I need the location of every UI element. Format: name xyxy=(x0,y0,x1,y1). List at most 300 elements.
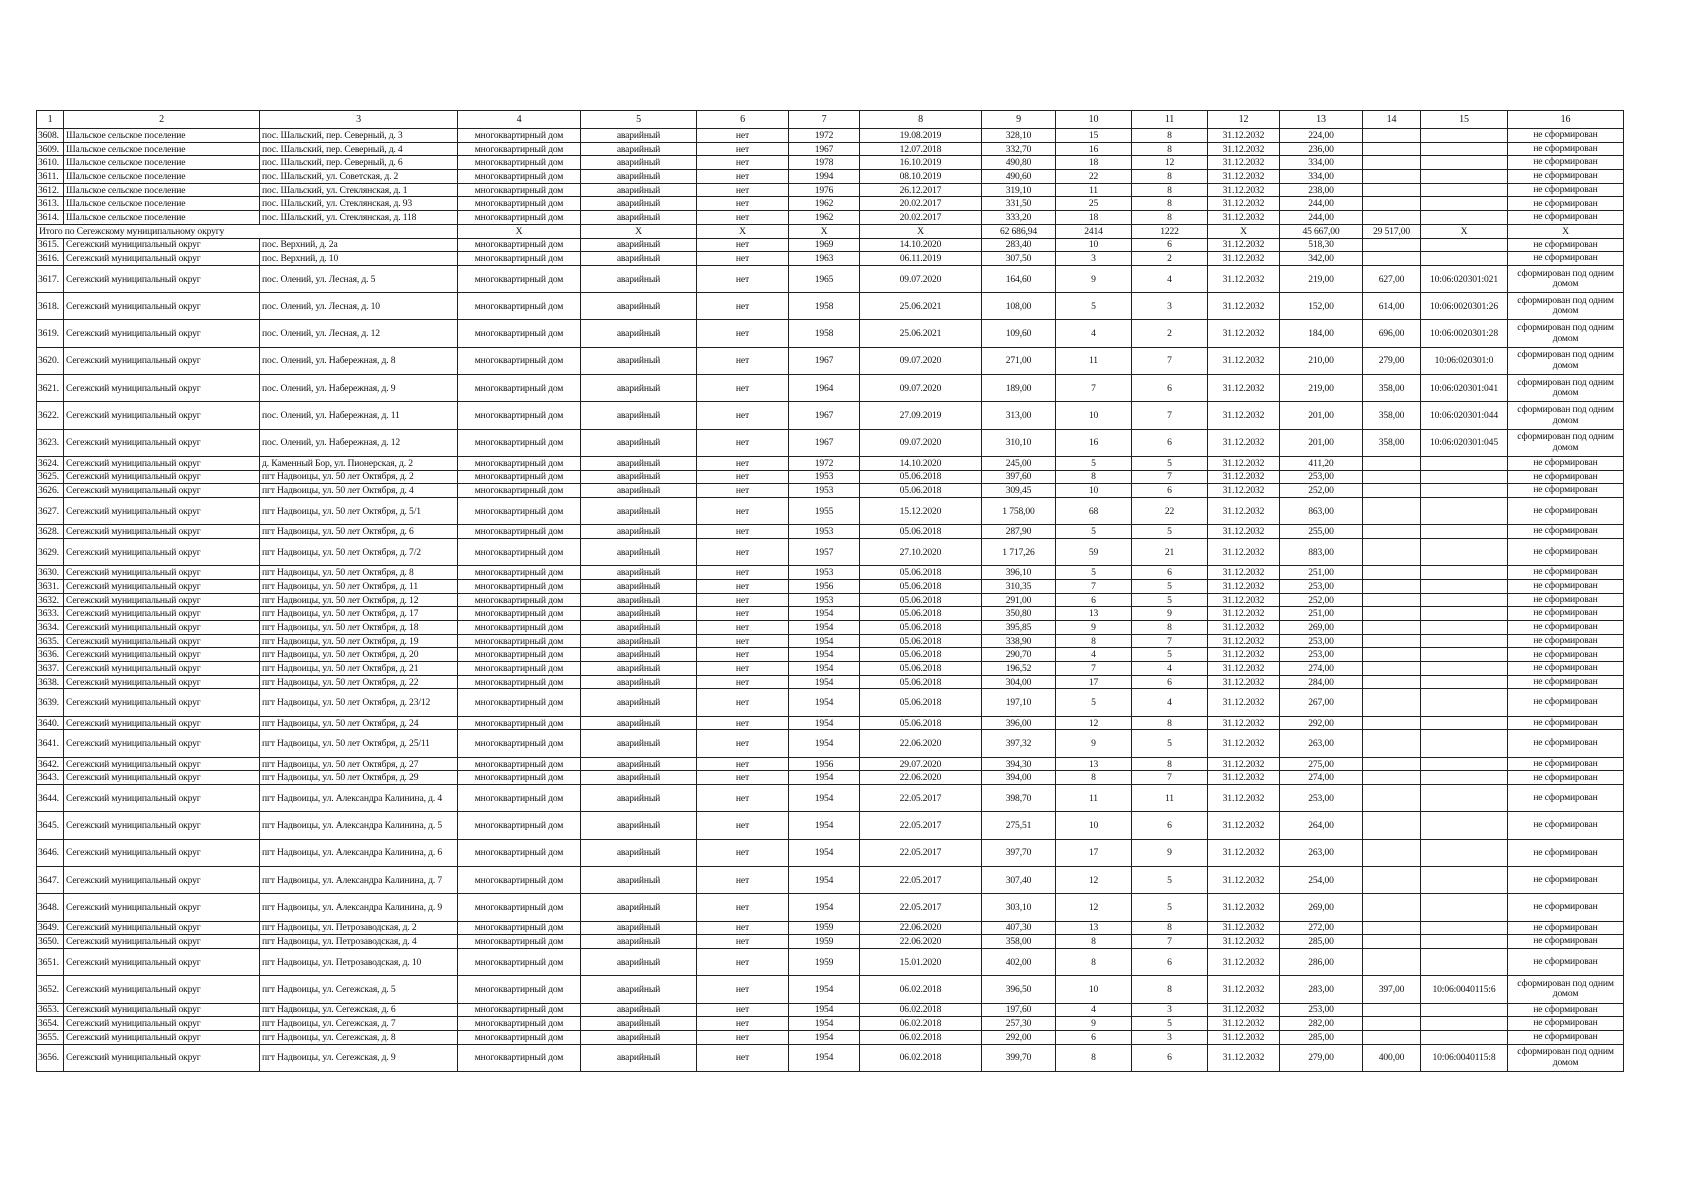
table-cell: не сформирован xyxy=(1508,142,1624,156)
table-cell: пос. Олений, ул. Набережная, д. 9 xyxy=(260,375,458,402)
table-cell: 31.12.2032 xyxy=(1208,375,1280,402)
table-cell: нет xyxy=(697,293,789,320)
table-cell: 1954 xyxy=(789,730,860,757)
table-cell: 1954 xyxy=(789,1030,860,1044)
table-row xyxy=(37,867,1624,894)
table-body xyxy=(37,111,1624,1072)
table-cell: 1953 xyxy=(789,484,860,498)
table-cell: 333,20 xyxy=(982,211,1056,225)
table-cell xyxy=(1363,662,1421,676)
table-cell: аварийный xyxy=(581,320,697,347)
table-cell: не сформирован xyxy=(1508,252,1624,266)
table-cell: пос. Олений, ул. Лесная, д. 5 xyxy=(260,265,458,292)
table-cell: пгт Надвоицы, ул. Александра Калинина, д. 6 xyxy=(260,839,458,866)
table-cell: пгт Надвоицы, ул. 50 лет Октября, д. 18 xyxy=(260,621,458,635)
table-cell: 1953 xyxy=(789,525,860,539)
table-cell: Сегежский муниципальный округ xyxy=(64,730,260,757)
table-cell: 331,50 xyxy=(982,197,1056,211)
table-cell: нет xyxy=(697,470,789,484)
table-cell: не сформирован xyxy=(1508,634,1624,648)
table-cell: многоквартирный дом xyxy=(458,921,581,935)
table-row xyxy=(37,634,1624,648)
table-cell: 3 xyxy=(1132,293,1208,320)
table-cell: 196,52 xyxy=(982,662,1056,676)
table-cell: нет xyxy=(697,238,789,252)
table-cell: 5 xyxy=(1056,525,1132,539)
table-cell: нет xyxy=(697,716,789,730)
table-cell xyxy=(1421,839,1508,866)
table-row xyxy=(37,785,1624,812)
table-cell xyxy=(1363,949,1421,976)
table-cell: 13 xyxy=(1056,921,1132,935)
table-cell: 3655. xyxy=(37,1030,64,1044)
table-cell: 18 xyxy=(1056,156,1132,170)
table-cell: нет xyxy=(697,648,789,662)
table-cell xyxy=(1363,689,1421,716)
table-cell: 3617. xyxy=(37,265,64,292)
table-cell xyxy=(1421,579,1508,593)
table-cell xyxy=(1363,456,1421,470)
table-cell: 3633. xyxy=(37,607,64,621)
table-cell: 253,00 xyxy=(1280,579,1363,593)
table-cell: аварийный xyxy=(581,170,697,184)
table-cell: 1954 xyxy=(789,894,860,921)
table-cell: 10:06:0040115:8 xyxy=(1421,1044,1508,1071)
table-cell: Сегежский муниципальный округ xyxy=(64,607,260,621)
table-cell: 4 xyxy=(1132,689,1208,716)
table-cell: не сформирован xyxy=(1508,156,1624,170)
table-cell: нет xyxy=(697,785,789,812)
table-cell: 3641. xyxy=(37,730,64,757)
table-cell: 395,85 xyxy=(982,621,1056,635)
table-cell: 1976 xyxy=(789,183,860,197)
table-cell: 164,60 xyxy=(982,265,1056,292)
table-cell xyxy=(1363,579,1421,593)
table-cell: пгт Надвоицы, ул. Петрозаводская, д. 2 xyxy=(260,921,458,935)
table-cell: 4 xyxy=(1056,648,1132,662)
table-cell: 1954 xyxy=(789,648,860,662)
table-cell: Сегежский муниципальный округ xyxy=(64,593,260,607)
table-cell: 16 xyxy=(1056,429,1132,456)
table-cell: 7 xyxy=(1132,402,1208,429)
table-cell: 201,00 xyxy=(1280,429,1363,456)
table-cell: 6 xyxy=(1132,1044,1208,1071)
table-cell: 05.06.2018 xyxy=(860,593,982,607)
table-cell: 31.12.2032 xyxy=(1208,402,1280,429)
table-cell xyxy=(1421,566,1508,580)
table-cell: многоквартирный дом xyxy=(458,375,581,402)
table-cell: 20.02.2017 xyxy=(860,197,982,211)
table-cell: 10:06:020301:0 xyxy=(1421,347,1508,374)
table-cell: многоквартирный дом xyxy=(458,771,581,785)
table-cell: 05.06.2018 xyxy=(860,675,982,689)
table-cell: Сегежский муниципальный округ xyxy=(64,539,260,566)
table-cell: аварийный xyxy=(581,429,697,456)
table-cell: 31.12.2032 xyxy=(1208,525,1280,539)
table-cell: 31.12.2032 xyxy=(1208,293,1280,320)
table-cell: нет xyxy=(697,539,789,566)
table-cell: многоквартирный дом xyxy=(458,129,581,143)
table-cell: 10:06:020301:041 xyxy=(1421,375,1508,402)
table-cell: 31.12.2032 xyxy=(1208,1044,1280,1071)
table-cell: 407,30 xyxy=(982,921,1056,935)
table-cell: 08.10.2019 xyxy=(860,170,982,184)
table-cell: Сегежский муниципальный округ xyxy=(64,1030,260,1044)
table-cell: 267,00 xyxy=(1280,689,1363,716)
table-cell: многоквартирный дом xyxy=(458,142,581,156)
table-cell: не сформирован xyxy=(1508,730,1624,757)
table-row xyxy=(37,648,1624,662)
table-cell: 1994 xyxy=(789,170,860,184)
table-cell: 31.12.2032 xyxy=(1208,785,1280,812)
table-cell: 1972 xyxy=(789,456,860,470)
table-cell: аварийный xyxy=(581,621,697,635)
table-row xyxy=(37,621,1624,635)
table-cell: аварийный xyxy=(581,142,697,156)
table-cell: Сегежский муниципальный округ xyxy=(64,675,260,689)
table-cell: 1956 xyxy=(789,579,860,593)
table-cell: 7 xyxy=(1132,634,1208,648)
table-cell: 8 xyxy=(1056,771,1132,785)
table-cell: 3640. xyxy=(37,716,64,730)
table-cell: 286,00 xyxy=(1280,949,1363,976)
table-cell: аварийный xyxy=(581,689,697,716)
table-cell: 06.02.2018 xyxy=(860,1003,982,1017)
table-cell: 394,30 xyxy=(982,757,1056,771)
table-cell: 310,10 xyxy=(982,429,1056,456)
table-cell: 15.12.2020 xyxy=(860,498,982,525)
table-cell: не сформирован xyxy=(1508,129,1624,143)
table-cell: 1962 xyxy=(789,211,860,225)
table-cell: не сформирован xyxy=(1508,867,1624,894)
table-cell: 253,00 xyxy=(1280,648,1363,662)
table-cell: аварийный xyxy=(581,1003,697,1017)
table-cell xyxy=(1363,1030,1421,1044)
table-cell: Сегежский муниципальный округ xyxy=(64,949,260,976)
table-cell: не сформирован xyxy=(1508,1017,1624,1031)
table-cell: не сформирован xyxy=(1508,1003,1624,1017)
table-cell: не сформирован xyxy=(1508,183,1624,197)
table-cell: 3650. xyxy=(37,935,64,949)
table-cell: не сформирован xyxy=(1508,593,1624,607)
table-cell: 31.12.2032 xyxy=(1208,539,1280,566)
table-cell: 22 xyxy=(1132,498,1208,525)
table-row xyxy=(37,320,1624,347)
table-cell: Сегежский муниципальный округ xyxy=(64,894,260,921)
table-cell: пос. Шальский, ул. Советская, д. 2 xyxy=(260,170,458,184)
table-cell: аварийный xyxy=(581,579,697,593)
table-cell: 1953 xyxy=(789,566,860,580)
table-cell: многоквартирный дом xyxy=(458,265,581,292)
table-cell: 6 xyxy=(1132,375,1208,402)
table-row xyxy=(37,170,1624,184)
table-cell: 3 xyxy=(1056,252,1132,266)
table-cell: 274,00 xyxy=(1280,771,1363,785)
table-cell: нет xyxy=(697,456,789,470)
table-cell: пгт Надвоицы, ул. 50 лет Октября, д. 22 xyxy=(260,675,458,689)
table-cell xyxy=(1363,867,1421,894)
table-cell: 05.06.2018 xyxy=(860,621,982,635)
table-cell: 3615. xyxy=(37,238,64,252)
table-cell: нет xyxy=(697,839,789,866)
table-cell: 3643. xyxy=(37,771,64,785)
table-cell: 257,30 xyxy=(982,1017,1056,1031)
table-cell: X xyxy=(581,224,697,238)
table-cell: Сегежский муниципальный округ xyxy=(64,347,260,374)
table-cell: X xyxy=(1421,224,1508,238)
table-cell: 25.06.2021 xyxy=(860,320,982,347)
table-cell: не сформирован xyxy=(1508,662,1624,676)
table-cell: 31.12.2032 xyxy=(1208,429,1280,456)
table-cell: 285,00 xyxy=(1280,1030,1363,1044)
table-cell: 31.12.2032 xyxy=(1208,1030,1280,1044)
table-row xyxy=(37,921,1624,935)
table-cell: 31.12.2032 xyxy=(1208,156,1280,170)
table-cell: 309,45 xyxy=(982,484,1056,498)
table-cell: 3626. xyxy=(37,484,64,498)
table-cell: 2414 xyxy=(1056,224,1132,238)
table-cell: 224,00 xyxy=(1280,129,1363,143)
table-cell xyxy=(1421,129,1508,143)
table-cell: Сегежский муниципальный округ xyxy=(64,621,260,635)
table-cell: 45 667,00 xyxy=(1280,224,1363,238)
table-cell xyxy=(1363,593,1421,607)
table-cell: 9 xyxy=(1132,839,1208,866)
table-cell: X xyxy=(458,224,581,238)
table-cell: 1967 xyxy=(789,347,860,374)
table-cell: 358,00 xyxy=(1363,375,1421,402)
table-cell: не сформирован xyxy=(1508,525,1624,539)
table-cell: 31.12.2032 xyxy=(1208,771,1280,785)
table-cell: Шальское сельское поселение xyxy=(64,211,260,225)
table-row xyxy=(37,402,1624,429)
table-cell: 3649. xyxy=(37,921,64,935)
table-cell: 283,40 xyxy=(982,238,1056,252)
table-cell: не сформирован xyxy=(1508,689,1624,716)
table-cell: 253,00 xyxy=(1280,634,1363,648)
table-cell: нет xyxy=(697,812,789,839)
table-cell xyxy=(1421,470,1508,484)
table-cell: 3639. xyxy=(37,689,64,716)
table-cell: 31.12.2032 xyxy=(1208,812,1280,839)
table-cell: пгт Надвоицы, ул. 50 лет Октября, д. 17 xyxy=(260,607,458,621)
table-cell: многоквартирный дом xyxy=(458,579,581,593)
table-cell: 05.06.2018 xyxy=(860,648,982,662)
table-cell: 3645. xyxy=(37,812,64,839)
table-cell: не сформирован xyxy=(1508,498,1624,525)
table-cell: 397,60 xyxy=(982,470,1056,484)
table-cell: 1954 xyxy=(789,812,860,839)
table-cell: 6 xyxy=(1132,484,1208,498)
table-cell: многоквартирный дом xyxy=(458,539,581,566)
table-cell xyxy=(1421,867,1508,894)
table-cell xyxy=(1363,142,1421,156)
table-cell: 31.12.2032 xyxy=(1208,347,1280,374)
table-cell: сформирован под одним домом xyxy=(1508,429,1624,456)
table-cell: пос. Шальский, ул. Стеклянская, д. 118 xyxy=(260,211,458,225)
table-cell: 1222 xyxy=(1132,224,1208,238)
column-header: 12 xyxy=(1208,111,1280,129)
table-cell: пос. Шальский, пер. Северный, д. 4 xyxy=(260,142,458,156)
table-cell xyxy=(1363,211,1421,225)
table-cell xyxy=(1421,921,1508,935)
table-cell xyxy=(1363,675,1421,689)
table-cell: 396,00 xyxy=(982,716,1056,730)
table-cell: 31.12.2032 xyxy=(1208,621,1280,635)
table-cell: пос. Верхний, д. 10 xyxy=(260,252,458,266)
table-cell: многоквартирный дом xyxy=(458,429,581,456)
table-row xyxy=(37,716,1624,730)
table-cell: многоквартирный дом xyxy=(458,470,581,484)
table-cell: 16.10.2019 xyxy=(860,156,982,170)
table-cell: Сегежский муниципальный округ xyxy=(64,785,260,812)
table-cell: 26.12.2017 xyxy=(860,183,982,197)
table-cell: 197,10 xyxy=(982,689,1056,716)
table-cell: аварийный xyxy=(581,347,697,374)
table-cell: 7 xyxy=(1132,935,1208,949)
table-cell: Сегежский муниципальный округ xyxy=(64,1003,260,1017)
table-cell: 303,10 xyxy=(982,894,1056,921)
table-cell: 10 xyxy=(1056,976,1132,1003)
table-cell: 332,70 xyxy=(982,142,1056,156)
table-cell: 1954 xyxy=(789,634,860,648)
table-cell: Сегежский муниципальный округ xyxy=(64,921,260,935)
table-cell: нет xyxy=(697,142,789,156)
table-cell xyxy=(1421,621,1508,635)
table-cell: Сегежский муниципальный округ xyxy=(64,375,260,402)
table-cell: многоквартирный дом xyxy=(458,1003,581,1017)
table-cell: 3642. xyxy=(37,757,64,771)
table-cell: пгт Надвоицы, ул. Александра Калинина, д. 4 xyxy=(260,785,458,812)
table-cell: многоквартирный дом xyxy=(458,634,581,648)
table-cell: 358,00 xyxy=(1363,402,1421,429)
table-row xyxy=(37,607,1624,621)
table-cell: 3654. xyxy=(37,1017,64,1031)
table-cell: пгт Надвоицы, ул. Сегежская, д. 9 xyxy=(260,1044,458,1071)
table-cell: многоквартирный дом xyxy=(458,156,581,170)
column-header: 15 xyxy=(1421,111,1508,129)
table-cell: 5 xyxy=(1056,689,1132,716)
table-cell: многоквартирный дом xyxy=(458,621,581,635)
table-cell: 411,20 xyxy=(1280,456,1363,470)
table-cell: не сформирован xyxy=(1508,456,1624,470)
table-cell: аварийный xyxy=(581,156,697,170)
table-cell xyxy=(1363,771,1421,785)
table-cell: 402,00 xyxy=(982,949,1056,976)
table-cell: нет xyxy=(697,1030,789,1044)
table-cell: 201,00 xyxy=(1280,402,1363,429)
table-row xyxy=(37,1044,1624,1071)
table-cell xyxy=(1363,921,1421,935)
table-cell: многоквартирный дом xyxy=(458,785,581,812)
table-cell: 253,00 xyxy=(1280,1003,1363,1017)
table-cell: 490,80 xyxy=(982,156,1056,170)
table-cell: 287,90 xyxy=(982,525,1056,539)
table-cell: 8 xyxy=(1132,142,1208,156)
table-cell: 8 xyxy=(1132,757,1208,771)
table-cell xyxy=(1363,484,1421,498)
table-cell: X xyxy=(697,224,789,238)
table-cell xyxy=(1421,785,1508,812)
table-cell: 5 xyxy=(1056,566,1132,580)
table-cell: 3635. xyxy=(37,634,64,648)
header-row xyxy=(37,111,1624,129)
table-cell xyxy=(1421,716,1508,730)
table-cell: 1967 xyxy=(789,429,860,456)
table-cell: 3656. xyxy=(37,1044,64,1071)
table-cell: многоквартирный дом xyxy=(458,211,581,225)
table-cell: 09.07.2020 xyxy=(860,347,982,374)
table-cell: 1965 xyxy=(789,265,860,292)
table-cell: 29.07.2020 xyxy=(860,757,982,771)
table-cell xyxy=(1421,498,1508,525)
table-cell: 3616. xyxy=(37,252,64,266)
table-row xyxy=(37,183,1624,197)
table-cell: 7 xyxy=(1132,470,1208,484)
table-cell: пгт Надвоицы, ул. 50 лет Октября, д. 12 xyxy=(260,593,458,607)
table-cell: многоквартирный дом xyxy=(458,197,581,211)
table-row xyxy=(37,156,1624,170)
table-cell: 1954 xyxy=(789,621,860,635)
table-cell: 12.07.2018 xyxy=(860,142,982,156)
table-cell: аварийный xyxy=(581,634,697,648)
table-cell: 251,00 xyxy=(1280,607,1363,621)
table-cell: 3612. xyxy=(37,183,64,197)
table-cell: Шальское сельское поселение xyxy=(64,142,260,156)
table-cell: аварийный xyxy=(581,1044,697,1071)
column-header: 11 xyxy=(1132,111,1208,129)
table-cell: 3611. xyxy=(37,170,64,184)
column-header: 6 xyxy=(697,111,789,129)
table-cell: нет xyxy=(697,525,789,539)
table-cell: 05.06.2018 xyxy=(860,634,982,648)
table-cell: сформирован под одним домом xyxy=(1508,265,1624,292)
table-cell: 1954 xyxy=(789,1003,860,1017)
table-cell: Сегежский муниципальный округ xyxy=(64,402,260,429)
table-cell: нет xyxy=(697,498,789,525)
table-cell: аварийный xyxy=(581,1030,697,1044)
table-cell: 10:06:020301:021 xyxy=(1421,265,1508,292)
table-row xyxy=(37,976,1624,1003)
table-cell: Сегежский муниципальный округ xyxy=(64,634,260,648)
table-cell: 290,70 xyxy=(982,648,1056,662)
table-cell: не сформирован xyxy=(1508,949,1624,976)
table-cell: пос. Шальский, ул. Стеклянская, д. 1 xyxy=(260,183,458,197)
table-cell: Сегежский муниципальный округ xyxy=(64,252,260,266)
table-row xyxy=(37,949,1624,976)
table-cell: пгт Надвоицы, ул. Александра Калинина, д. 9 xyxy=(260,894,458,921)
table-cell xyxy=(1421,894,1508,921)
column-header: 7 xyxy=(789,111,860,129)
table-cell: многоквартирный дом xyxy=(458,593,581,607)
table-cell: не сформирован xyxy=(1508,935,1624,949)
table-cell: многоквартирный дом xyxy=(458,867,581,894)
table-cell: нет xyxy=(697,197,789,211)
table-cell: 3621. xyxy=(37,375,64,402)
table-cell: 31.12.2032 xyxy=(1208,730,1280,757)
table-cell: многоквартирный дом xyxy=(458,689,581,716)
table-cell: пгт Надвоицы, ул. 50 лет Октября, д. 7/2 xyxy=(260,539,458,566)
table-cell xyxy=(1363,839,1421,866)
table-cell: аварийный xyxy=(581,539,697,566)
table-cell: нет xyxy=(697,730,789,757)
table-cell: Сегежский муниципальный округ xyxy=(64,648,260,662)
table-cell: нет xyxy=(697,320,789,347)
table-cell: 397,70 xyxy=(982,839,1056,866)
table-cell: 3609. xyxy=(37,142,64,156)
table-cell: 05.06.2018 xyxy=(860,484,982,498)
table-cell: 1959 xyxy=(789,949,860,976)
